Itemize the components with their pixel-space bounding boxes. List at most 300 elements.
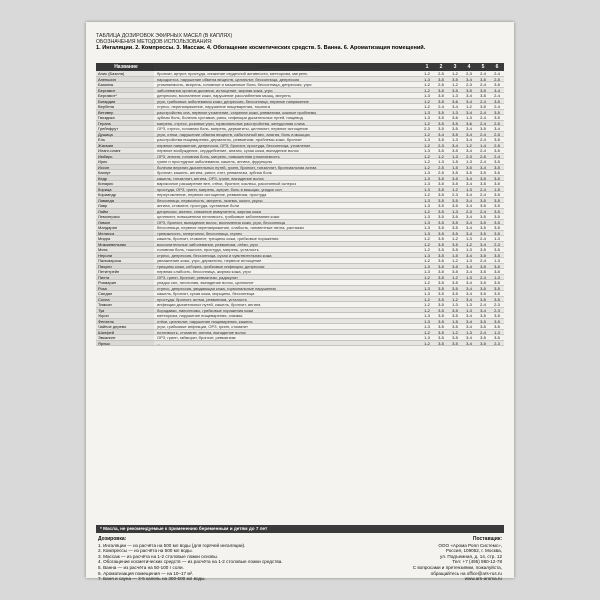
- dose-cell-6: 2-5: [494, 131, 500, 137]
- dose-cell-6: 3-5: [494, 98, 500, 104]
- oil-name: Каяпут: [96, 170, 154, 175]
- dose-cell-3: 3-5: [452, 230, 458, 236]
- dose-cell-5: 2-4: [480, 258, 486, 263]
- oil-indications: бессонница, нервное перенапряжение, слабость, пигментные пятна, растяжки: [157, 225, 304, 230]
- dose-cell-4: 3-4: [466, 219, 472, 225]
- dose-cell-1: 1-2: [424, 280, 430, 285]
- oil-name: Бергамот*: [96, 93, 154, 98]
- dose-cell-2: 3-5: [438, 203, 444, 208]
- dose-cell-2: 3-5: [438, 219, 444, 225]
- dose-cell-4: 3-4: [466, 296, 472, 302]
- dose-cell-2: 3-5: [438, 175, 444, 181]
- dose-cell-5: 3-5: [480, 263, 486, 269]
- dose-cell-5: 2-5: [480, 153, 486, 159]
- dose-cell-3: 3-5: [452, 120, 458, 126]
- dose-cell-6: 3-5: [494, 115, 500, 120]
- dose-cell-4: 3-4: [466, 192, 472, 197]
- col-3: 3: [453, 64, 457, 70]
- dose-cell-3: 3-5: [452, 335, 458, 340]
- dose-cell-1: 1-2: [424, 164, 430, 170]
- dose-cell-4: 3-4: [466, 269, 472, 274]
- oil-indications: простуда, ОРЗ, грипп, мигрень, артрит, боль в мышцах, упадок сил: [157, 186, 282, 192]
- dose-cell-5: 3-5: [480, 175, 486, 181]
- dose-cell-4: 1-3: [466, 236, 472, 241]
- dose-cell-4: 1-2: [466, 142, 472, 148]
- supplier-line: Россия, 109052, г. Москва,: [445, 548, 502, 554]
- supplier-title: Поставщик:: [472, 536, 502, 542]
- dose-cell-6: 3-5: [494, 230, 500, 236]
- oil-name: Иссоп: [96, 165, 154, 170]
- oil-indications: воспалительные заболевания, ревматизм, отёки, угри: [157, 241, 258, 247]
- dose-cell-1: 1-3: [424, 214, 430, 219]
- dose-cell-4: 3-5: [466, 170, 472, 175]
- dose-cell-1: 1-2: [424, 296, 430, 302]
- dose-cell-2: 3-5: [438, 126, 444, 131]
- col-4: 4: [467, 64, 471, 70]
- oil-name: Лимон: [96, 220, 154, 225]
- dose-cell-4: 3-4: [466, 280, 472, 285]
- dose-cell-6: 3-4: [494, 126, 500, 131]
- oil-name: Петитгрейн: [96, 269, 154, 274]
- dose-cell-6: 3-5: [494, 225, 500, 230]
- dose-cell-4: 1-3: [466, 159, 472, 164]
- dose-cell-3: 1-3: [452, 302, 458, 307]
- dose-cell-1: 1-2: [424, 274, 430, 280]
- oil-indications: целлюлит, повышенная потливость, грибковые заболевания кожи: [157, 214, 280, 219]
- table-row: [96, 341, 504, 347]
- dose-cell-5: 2-4: [480, 274, 486, 280]
- dose-cell-3: 3-6: [452, 98, 458, 104]
- dose-cell-2: 2-5: [438, 82, 444, 87]
- dose-cell-5: 3-5: [480, 318, 486, 324]
- dose-cell-6: 3-5: [494, 324, 500, 329]
- dose-cell-3: 1-2: [452, 274, 458, 280]
- oil-name: Иланг-иланг: [96, 148, 154, 153]
- oil-name: Шалфей: [96, 330, 154, 335]
- dose-cell-3: 3-5: [452, 148, 458, 153]
- methods-line: 1. Ингаляции. 2. Компрессы. 3. Массаж. 4. Обогащение косметических средств. 5. Ванна. 6. Ароматизация помещений.: [96, 45, 426, 52]
- dose-cell-4: 1-3: [466, 115, 472, 120]
- dose-cell-3: 3-5: [452, 269, 458, 274]
- dose-cell-6: 3-5: [494, 208, 500, 214]
- dose-cell-4: 3-5: [466, 164, 472, 170]
- oil-name: Чайное дерево: [96, 324, 154, 329]
- oil-name: Лавр: [96, 203, 154, 208]
- dose-cell-5: 2-4: [480, 71, 486, 76]
- dose-cell-3: 3-5: [452, 324, 458, 329]
- dose-cell-6: 1-5: [494, 186, 500, 192]
- oil-name: Лаванда: [96, 198, 154, 203]
- oil-name: Тимьян: [96, 302, 154, 307]
- dose-cell-1: 1-3: [424, 93, 430, 98]
- dose-cell-3: 3-6: [452, 115, 458, 120]
- oil-name: Розмарин: [96, 280, 154, 285]
- dose-cell-6: 2-4: [494, 71, 500, 76]
- dose-cell-4: 3-5: [466, 87, 472, 93]
- dose-cell-6: 2-4: [494, 104, 500, 109]
- dose-cell-5: 2-4: [480, 98, 486, 104]
- oil-indications: переутомление, нервное истощение, ревматизм, простуда: [157, 192, 267, 197]
- dose-cell-5: 3-5: [480, 225, 486, 230]
- dose-cell-4: 1-3: [466, 274, 472, 280]
- dose-cell-3: 3-5: [452, 307, 458, 313]
- dose-cell-1: 1-3: [424, 335, 430, 340]
- oil-indications: головная боль, тошнота, простуда, мигрень, усталость: [157, 247, 259, 252]
- dose-cell-1: 1-3: [424, 181, 430, 186]
- dose-cell-6: 3-5: [494, 252, 500, 258]
- dose-cell-3: 3-5: [452, 175, 458, 181]
- dose-cell-4: 3-6: [466, 120, 472, 126]
- dose-cell-6: 2-5: [494, 142, 500, 148]
- dose-cell-2: 3-5: [438, 98, 444, 104]
- dose-cell-6: 2-3: [494, 340, 500, 346]
- dose-cell-4: 3-4: [466, 313, 472, 318]
- legend-item: 6. Ароматизация помещения — на 10–17 м².: [98, 570, 194, 576]
- dose-cell-4: 1-2: [466, 104, 472, 109]
- dose-cell-1: 1-2: [424, 120, 430, 126]
- dose-cell-5: 2-4: [480, 236, 486, 241]
- dose-cell-4: 1-3: [466, 258, 472, 263]
- dose-cell-6: 3-4: [494, 87, 500, 93]
- dose-cell-5: 3-5: [480, 269, 486, 274]
- oil-indications: депрессия, воспаление кожи, нарушение расслабления мышц, мигрень: [157, 93, 291, 98]
- dose-cell-6: 3-5: [494, 313, 500, 318]
- dose-cell-5: 2-4: [480, 137, 486, 142]
- legend-item: 7. Баня и сауна — 3-5 капель на 300-500 мл воды.: [98, 576, 206, 582]
- oil-indications: стресс, перенапряжение, нарушение пищеварения, тошнота: [157, 104, 270, 109]
- dose-cell-2: 3-5: [438, 241, 444, 247]
- dose-cell-1: 1-3: [424, 291, 430, 296]
- legend-item: 3. Массаж — из расчёта на 1-2 столовые ложки основы.: [98, 553, 219, 559]
- dose-cell-3: 1-3: [452, 153, 458, 159]
- oil-indications: инфекции дыхательных путей, кашель, бронхит, ангина: [157, 302, 261, 307]
- dose-cell-6: 2-4: [494, 153, 500, 159]
- oil-indications: ОРЗ, грипп, гайморит, бронхит, ревматизм: [157, 335, 236, 340]
- dose-cell-1: 1-2: [424, 236, 430, 241]
- dose-cell-5: 3-5: [480, 126, 486, 131]
- oil-indications: утомляемость, мигрень, головные и мышечные боли, бессонница, депрессия, угри: [157, 82, 312, 87]
- dose-cell-5: 2-4: [480, 159, 486, 164]
- dose-cell-2: 3-5: [438, 285, 444, 291]
- oil-indications: бессонница, нервозность, мигрень, экзема, ожоги, укусы: [157, 197, 263, 203]
- dose-cell-4: 1-3: [466, 247, 472, 252]
- dose-cell-6: 1-3: [494, 236, 500, 241]
- dose-cell-1: 1-2: [424, 104, 430, 109]
- dose-cell-3: 3-5: [452, 219, 458, 225]
- dose-cell-5: 3-5: [480, 247, 486, 252]
- dose-cell-6: 3-5: [494, 263, 500, 269]
- dose-cell-1: 1-2: [424, 131, 430, 137]
- dosage-table: [96, 63, 504, 346]
- footnote: * Масла, не рекомендуемые к применению беременным и детям до 7 лет: [96, 525, 504, 533]
- table-body: [96, 71, 504, 346]
- dose-cell-3: 3-5: [452, 76, 458, 82]
- dose-cell-1: 1-2: [424, 71, 430, 76]
- dose-cell-5: 2-4: [480, 115, 486, 120]
- oil-name: Ярлык: [96, 341, 154, 346]
- dose-cell-5: 2-4: [480, 192, 486, 197]
- oil-indications: мигрень, стресс, розовые угри, гормональные расстройства, желудочная слизь: [157, 120, 305, 126]
- dose-cell-6: 3-5: [494, 159, 500, 164]
- dose-cell-1: 1-3: [424, 197, 430, 203]
- dose-cell-2: 3-5: [438, 313, 444, 318]
- dose-cell-5: 3-5: [480, 170, 486, 175]
- dose-cell-2: 3-5: [438, 324, 444, 329]
- oil-name: Мандарин: [96, 225, 154, 230]
- dose-cell-4: 1-3: [466, 329, 472, 335]
- supplier-line: ООО «Арома Роял Системс»,: [438, 542, 502, 548]
- dose-cell-1: 1-2: [424, 82, 430, 87]
- oil-indications: кашель, бронхит, сухая кожа, морщины, бессонница: [157, 291, 255, 296]
- dose-cell-6: 3-5: [494, 137, 500, 142]
- dose-cell-2: 3-5: [438, 181, 444, 186]
- dose-cell-5: 3-5: [480, 252, 486, 258]
- oil-indications: болезни верхних дыхательных путей, грипп, бронхит, тонзиллит, бронхиальная астма: [157, 164, 317, 170]
- oil-indications: расстройства пищеварения, дерматиты, ревматизм, проблемы кожи, бронхит: [157, 137, 302, 142]
- oil-name: Кедр: [96, 176, 154, 181]
- supplier-line: Тел: +7 (495) 980-12-78: [452, 559, 502, 565]
- dose-cell-6: 3-5: [494, 280, 500, 285]
- dose-cell-6: 3-5: [494, 82, 500, 87]
- dose-cell-3: 3-4: [452, 142, 458, 148]
- legend: [98, 537, 328, 582]
- dose-cell-1: 1-3: [424, 175, 430, 181]
- dose-cell-5: 2-4: [480, 109, 486, 115]
- oil-name: Душица: [96, 132, 154, 137]
- dose-cell-3: 3-5: [452, 280, 458, 285]
- oil-indications: тревожность, гипертония, бессонница, герпес: [157, 230, 243, 236]
- oil-name: Лайм: [96, 209, 154, 214]
- dose-cell-1: 1-2: [424, 153, 430, 159]
- supplier: [352, 537, 502, 582]
- dose-cell-3: 3-5: [452, 131, 458, 137]
- dose-cell-1: 1-3: [424, 252, 430, 258]
- dose-cell-1: 1-2: [424, 258, 430, 263]
- oil-name: Мята: [96, 247, 154, 252]
- dose-cell-5: 3-5: [480, 219, 486, 225]
- dose-cell-3: 1-2: [452, 236, 458, 241]
- dose-cell-3: 3-5: [452, 225, 458, 230]
- oil-indications: бронхит, кашель, ангина, ринит, отит, ревматизм, зубная боль: [157, 170, 272, 175]
- dose-cell-2: 3-5: [438, 291, 444, 296]
- dose-cell-2: 3-4: [438, 131, 444, 137]
- dose-cell-6: 3-5: [494, 192, 500, 197]
- legend-item: 1. Ингаляции — из расчёта на 500 мл воды (для горячей ингаляции).: [98, 542, 246, 548]
- dose-cell-4: 3-4: [466, 263, 472, 269]
- oil-name: Грейпфрут: [96, 126, 154, 131]
- oil-indications: трещины кожи, себорея, грибковые инфекции, депрессия: [157, 263, 265, 269]
- dose-cell-1: 1-3: [424, 269, 430, 274]
- dose-cell-3: 3-5: [452, 340, 458, 346]
- dose-cell-2: 3-5: [438, 87, 444, 93]
- oil-indications: угри, грибковые инфекции, ОРЗ, грипп, стоматит: [157, 324, 248, 329]
- oil-name: Анис (Базили): [96, 71, 154, 76]
- table-header: [96, 63, 504, 71]
- oil-name: Кипарис: [96, 181, 154, 186]
- dose-cell-3: 1-3: [452, 93, 458, 98]
- oil-name: Ветивер: [96, 110, 154, 115]
- oil-name: Ирис: [96, 159, 154, 164]
- oil-indications: отёки, целлюлит, нарушение пищеварения, кашель: [157, 318, 253, 324]
- oil-name: Жасмин: [96, 143, 154, 148]
- dose-cell-3: 1-3: [452, 109, 458, 115]
- dose-cell-2: 3-5: [438, 120, 444, 126]
- dose-cell-5: 3-5: [480, 324, 486, 329]
- dose-cell-6: 3-5: [494, 175, 500, 181]
- dose-cell-3: 3-5: [452, 241, 458, 247]
- dose-cell-3: 3-5: [452, 170, 458, 175]
- oil-indications: заболевания органов дыхания, истощение, жирная кожа, угри: [157, 87, 273, 93]
- dose-cell-1: 1-3: [424, 203, 430, 208]
- dose-cell-5: 1-4: [480, 142, 486, 148]
- dose-cell-4: 3-4: [466, 230, 472, 236]
- dose-cell-3: 3-5: [452, 181, 458, 186]
- dose-cell-6: 2-5: [494, 76, 500, 82]
- dose-cell-5: 2-4: [480, 329, 486, 335]
- dose-cell-1: 1-2: [424, 340, 430, 346]
- oil-indications: грипп и простудные заболевания, кашель, ангина, фурункулы: [157, 159, 273, 164]
- dose-cell-2: 3-5: [438, 302, 444, 307]
- oil-indications: стресс, депрессия, увядающая кожа, гормональные нарушения: [157, 285, 276, 291]
- oil-name: Герань: [96, 121, 154, 126]
- dose-cell-4: 2-3: [466, 208, 472, 214]
- dose-cell-1: 1-2: [424, 302, 430, 307]
- dose-cell-1: 1-2: [424, 241, 430, 247]
- dose-cell-2: 3-5: [438, 192, 444, 197]
- oil-indications: кашель, тонзиллит, ангина, ОРЗ, грипп, выпадение волос: [157, 175, 264, 181]
- dose-cell-4: 2-3: [466, 153, 472, 159]
- dose-cell-1: 1-3: [424, 170, 430, 175]
- dose-cell-5: 3-5: [480, 340, 486, 346]
- oil-indications: ангина, стоматит, простуда, суставные боли: [157, 203, 240, 208]
- dose-cell-6: 3-5: [494, 109, 500, 115]
- dose-cell-5: 3-5: [480, 280, 486, 285]
- dose-cell-2: 1-3: [438, 159, 444, 164]
- dose-cell-5: 2-4: [480, 208, 486, 214]
- dose-cell-3: 1-2: [452, 82, 458, 87]
- dose-cell-2: 3-5: [438, 247, 444, 252]
- dose-cell-6: 3-5: [494, 219, 500, 225]
- col-6: 6: [495, 64, 499, 70]
- legend-item: 2. Компрессы — из расчёта на 500 мл воды.: [98, 548, 193, 554]
- dose-cell-4: 3-4: [466, 225, 472, 230]
- dose-cell-4: 3-4: [466, 214, 472, 219]
- oil-name: Укроп: [96, 313, 154, 318]
- oil-name: Туя: [96, 308, 154, 313]
- oil-name: Лемонграсс: [96, 214, 154, 219]
- dose-cell-4: 2-3: [466, 71, 472, 76]
- oil-indications: ОРЗ, бронхит, выпадение волос, воспаления кожи, угри, бессонница: [157, 219, 286, 225]
- dose-cell-4: 3-4: [466, 175, 472, 181]
- dose-cell-1: 1-2: [424, 247, 430, 252]
- dose-cell-5: 3-5: [480, 76, 486, 82]
- dose-cell-1: 1-3: [424, 230, 430, 236]
- dose-cell-5: 2-4: [480, 302, 486, 307]
- dose-cell-6: 1-3: [494, 258, 500, 263]
- dose-cell-2: 3-5: [438, 109, 444, 115]
- oil-indications: угри, отеки, нарушение обмена веществ, избыточный вес, апатия, боль в мышцах: [157, 131, 310, 137]
- oil-name: Корица: [96, 187, 154, 192]
- dose-cell-3: 1-5: [452, 164, 458, 170]
- oil-name: Ель: [96, 137, 154, 142]
- dose-cell-3: 1-2: [452, 329, 458, 335]
- dose-cell-5: 3-4: [480, 307, 486, 313]
- oil-name: Роза: [96, 286, 154, 291]
- dose-cell-3: 1-5: [452, 252, 458, 258]
- dose-cell-6: 3-5: [494, 285, 500, 291]
- dose-cell-2: 3-5: [438, 329, 444, 335]
- dose-cell-2: 3-5: [438, 236, 444, 241]
- dose-cell-4: 3-4: [466, 148, 472, 153]
- oil-indications: зубная боль, болезнь суставов, раны, инфекции дыхательных путей, пищевод: [157, 115, 303, 120]
- dose-cell-4: 3-4: [466, 76, 472, 82]
- dose-cell-6: 3-5: [494, 214, 500, 219]
- dose-cell-5: 3-5: [480, 291, 486, 296]
- dose-cell-4: 3-4: [466, 324, 472, 329]
- dose-cell-6: 2-3: [494, 241, 500, 247]
- dose-cell-2: 3-5: [438, 214, 444, 219]
- oil-name: Бергамот: [96, 88, 154, 93]
- dose-cell-4: 3-4: [466, 109, 472, 115]
- dose-cell-5: 3-5: [480, 230, 486, 236]
- oil-indications: угри, грибковые заболевания кожи, депрессия, бессонница, нервное напряжение: [157, 98, 309, 104]
- dose-cell-5: 3-5: [480, 104, 486, 109]
- oil-indications: варикозное расширение вен, отёки, бронхит, коклюш, рассеянный склероз: [157, 181, 297, 186]
- oil-name: Пальмароза: [96, 258, 154, 263]
- legend-title: Дозировка:: [98, 536, 127, 542]
- dose-cell-5: 2-4: [480, 131, 486, 137]
- supplier-line: обращайтесь на office@ars-rus.ru: [430, 570, 502, 576]
- col-name: Название: [96, 63, 154, 71]
- dose-cell-4: 3-4: [466, 131, 472, 137]
- dose-cell-3: 1-3: [452, 137, 458, 142]
- dose-cell-5: 3-5: [480, 313, 486, 318]
- oil-indications: ...: [157, 340, 161, 346]
- dose-cell-1: 1-2: [424, 307, 430, 313]
- dose-cell-2: 3-5: [438, 252, 444, 258]
- dose-cell-3: 3-5: [452, 291, 458, 296]
- dose-cell-3: 1-2: [452, 71, 458, 76]
- oil-name: Пихта: [96, 275, 154, 280]
- dose-cell-1: 1-3: [424, 263, 430, 269]
- dose-cell-5: 2-4: [480, 82, 486, 87]
- oil-name: Мелисса: [96, 231, 154, 236]
- dose-cell-1: 1-3: [424, 318, 430, 324]
- oil-indications: расстройство сна, нервное утомление, старение кожи, ревматизм, кожные проблемы: [157, 109, 317, 115]
- header: [86, 22, 514, 52]
- dose-cell-5: 3-4: [480, 164, 486, 170]
- dose-cell-4: 3-4: [466, 203, 472, 208]
- dose-cell-3: 1-3: [452, 208, 458, 214]
- dose-cell-3: 3-5: [452, 247, 458, 252]
- dose-cell-6: 2-3: [494, 307, 500, 313]
- dose-cell-6: 2-5: [494, 120, 500, 126]
- oil-indications: ОРЗ, ангина, головная боль, мигрень, повышенная утомляемость: [157, 153, 280, 159]
- dose-cell-6: 2-4: [494, 93, 500, 98]
- dose-cell-6: 3-5: [494, 335, 500, 340]
- dose-cell-2: 3-5: [438, 186, 444, 192]
- dose-cell-2: 3-5: [438, 225, 444, 230]
- dose-cell-1: 1-3: [424, 186, 430, 192]
- oil-name: Бигардия: [96, 99, 154, 104]
- dose-cell-1: 1-2: [424, 208, 430, 214]
- dose-cell-5: 3-4: [480, 241, 486, 247]
- oil-name: Имбирь: [96, 154, 154, 159]
- oil-name: Пачули: [96, 264, 154, 269]
- dose-cell-2: 3-5: [438, 335, 444, 340]
- dose-cell-4: 3-4: [466, 318, 472, 324]
- dose-cell-2: 3-5: [438, 230, 444, 236]
